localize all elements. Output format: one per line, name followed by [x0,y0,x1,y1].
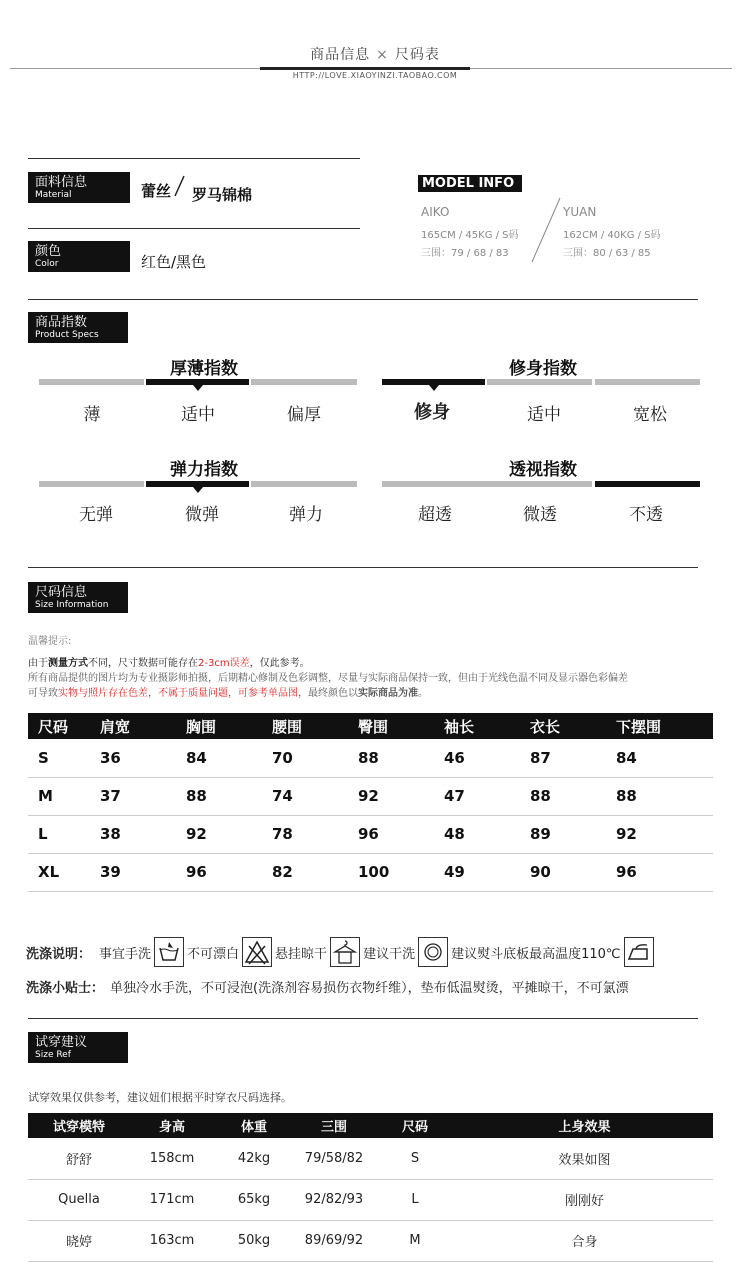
table-cell: 163cm [130,1220,214,1261]
col-header: 下摆围 [606,713,713,739]
table-cell: 42kg [214,1138,294,1179]
index-pointer [193,487,203,493]
wash-item-label: 事宜手洗 [99,946,152,962]
table-cell: 舒舒 [28,1138,130,1179]
table-cell: 46 [434,739,520,777]
header-url: HTTP://LOVE.XIAOYINZI.TAOBAO.COM [292,71,458,80]
index-option-selected: 微弹 [185,505,219,525]
hint-text: 不同，尺寸数据可能存在 [88,658,198,669]
col-header: 体重 [214,1113,294,1138]
hint-highlight: 可参考单品图 [238,688,298,699]
table-cell: 合身 [456,1220,713,1261]
table-cell: 158cm [130,1138,214,1179]
divider [28,299,698,300]
material-value-b: 罗马锦棉 [192,186,253,204]
index-segment [487,379,592,385]
wash-item-label: 悬挂晾干 [275,946,328,962]
index-option-selected: 修身 [414,402,450,423]
table-cell: L [374,1179,456,1220]
color-label [28,241,130,272]
hint-line-3 [28,684,428,699]
table-cell: M [28,777,90,815]
col-header: 身高 [130,1113,214,1138]
table-cell: S [28,739,90,777]
header-title-separator: × [376,47,389,63]
table-cell: Quella [28,1179,130,1220]
color-label-en: Color [35,259,59,269]
hint-text: ，最终颜色以 [298,688,358,699]
header-accent-bar [260,67,470,70]
index-option: 弹力 [289,505,323,525]
model-spec: 162CM / 40KG / S码 [563,230,661,241]
table-cell: 48 [434,815,520,853]
index-segment-selected [595,481,700,487]
index-option: 超透 [418,505,452,525]
specs-label-en: Product Specs [35,330,99,340]
col-header: 三围 [294,1113,374,1138]
table-cell: 效果如图 [456,1138,713,1179]
table-cell: 89 [520,815,606,853]
table-row [28,1138,713,1179]
hint-highlight: 2-3cm误差 [198,658,250,669]
index-segment [382,481,592,487]
col-header: 胸围 [176,713,262,739]
table-row [28,1220,713,1261]
model-divider-slash [528,196,564,264]
hint-title: 温馨提示: [28,636,72,647]
index-option-selected: 适中 [181,405,215,425]
size-ref-table [28,1113,713,1262]
table-row [28,815,713,853]
hint-text: ， [148,688,158,699]
table-cell: 50kg [214,1220,294,1261]
divider [28,228,360,229]
col-header: 尺码 [374,1113,456,1138]
table-cell: 74 [262,777,348,815]
model-bust: 三围：79 / 68 / 83 [421,248,509,259]
model-name: AIKO [421,205,450,219]
index-title: 透视指数 [509,460,577,480]
hang-dry-icon [330,937,360,967]
hint-line-2: 所有商品提供的图片均为专业摄影师拍摄，后期精心修制及色彩调整，尽量与实际商品保持一致，但由于光线色温不同及显示器色彩偏差 [28,673,628,684]
col-header: 腰围 [262,713,348,739]
index-title: 厚薄指数 [170,359,238,379]
table-row [28,777,713,815]
table-cell: 96 [606,853,713,891]
index-segment [39,481,144,487]
size-table [28,713,713,892]
hint-emphasis: 实际商品为准 [358,688,418,699]
table-cell: 36 [90,739,176,777]
model-spec: 165CM / 45KG / S码 [421,230,519,241]
table-cell: 96 [176,853,262,891]
iron-icon [624,937,654,967]
color-label-cn: 颜色 [35,244,62,259]
table-cell: 96 [348,815,434,853]
index-pointer [193,385,203,391]
wash-tips-label: 洗涤小贴士： [26,981,105,996]
table-cell: 87 [520,739,606,777]
table-cell: 88 [606,777,713,815]
table-cell: 89/69/92 [294,1220,374,1261]
hint-emphasis: 测量方式 [48,658,88,669]
model-bust: 三围：80 / 63 / 85 [563,248,651,259]
material-label [28,172,130,203]
col-header: 试穿模特 [28,1113,130,1138]
index-segment [251,481,357,487]
table-row [28,739,713,777]
table-cell: XL [28,853,90,891]
table-cell: 84 [176,739,262,777]
specs-label-cn: 商品指数 [35,315,88,330]
table-cell: M [374,1220,456,1261]
table-cell: 70 [262,739,348,777]
table-cell: 37 [90,777,176,815]
col-header: 尺码 [28,713,90,739]
specs-label [28,312,128,343]
material-label-cn: 面料信息 [35,175,88,190]
table-cell: L [28,815,90,853]
wash-tips-text: 单独冷水手洗，不可浸泡(洗涤剂容易损伤衣物纤维），垫布低温熨烫，平摊晾干，不可氯漂 [110,981,629,996]
table-cell: 晓婷 [28,1220,130,1261]
index-option: 微透 [523,505,557,525]
table-cell: 47 [434,777,520,815]
index-segment [39,379,144,385]
hint-highlight: 实物与照片存在色差 [58,688,148,699]
table-cell: 65kg [214,1179,294,1220]
table-cell: 49 [434,853,520,891]
material-label-en: Material [35,190,72,200]
index-segment [595,379,700,385]
divider [28,1018,698,1019]
hint-text: ，仅此参考。 [249,658,310,669]
header-title-right: 尺码表 [394,47,440,63]
size-ref-label [28,1032,128,1063]
table-cell: S [374,1138,456,1179]
table-cell: 82 [262,853,348,891]
table-cell: 92 [606,815,713,853]
wash-item-label: 建议干洗 [363,946,416,962]
hint-text: ， [228,688,238,699]
no-bleach-icon [242,937,272,967]
index-title: 修身指数 [509,359,577,379]
col-header: 上身效果 [456,1113,713,1138]
page-header-title [0,44,750,64]
size-info-label-en: Size Information [35,600,109,610]
hint-text: 由于 [28,658,48,669]
index-segment [251,379,357,385]
dry-clean-icon [418,937,448,967]
table-cell: 88 [348,739,434,777]
model-name: YUAN [563,205,597,219]
wash-instructions [26,937,657,967]
table-cell: 84 [606,739,713,777]
index-option: 薄 [83,405,101,425]
size-ref-label-cn: 试穿建议 [35,1035,88,1050]
divider [28,158,360,159]
hint-text: 。 [418,688,428,699]
slash-decoration [172,174,186,198]
hint-highlight: 不属于质量问题 [158,688,228,699]
header-title-left: 商品信息 [310,47,371,63]
table-cell: 88 [176,777,262,815]
index-pointer [429,385,439,391]
size-ref-label-en: Size Ref [35,1050,71,1060]
table-cell: 171cm [130,1179,214,1220]
table-cell: 92 [176,815,262,853]
table-cell: 刚刚好 [456,1179,713,1220]
table-cell: 88 [520,777,606,815]
wash-item-label: 不可漂白 [187,946,240,962]
table-row [28,1179,713,1220]
table-cell: 92 [348,777,434,815]
table-cell: 90 [520,853,606,891]
table-row [28,853,713,891]
wash-label: 洗涤说明： [26,946,92,962]
col-header: 衣长 [520,713,606,739]
size-ref-note: 试穿效果仅供参考，建议妞们根据平时穿衣尺码选择。 [28,1091,292,1104]
hint-text: 可导致 [28,688,58,699]
table-cell: 92/82/93 [294,1179,374,1220]
hand-wash-icon [154,937,184,967]
table-cell: 78 [262,815,348,853]
model-info-title: MODEL INFO [418,175,522,192]
index-option-selected: 不透 [629,505,663,525]
index-option: 偏厚 [287,405,321,425]
size-table-header [28,713,713,739]
table-cell: 79/58/82 [294,1138,374,1179]
size-info-label-cn: 尺码信息 [35,585,88,600]
index-option: 无弹 [79,505,113,525]
index-option: 宽松 [633,405,667,425]
table-cell: 39 [90,853,176,891]
index-title: 弹力指数 [170,460,238,480]
index-option: 适中 [527,405,561,425]
material-value-a: 蕾丝 [141,182,172,200]
wash-tips [26,977,629,996]
color-value: 红色/黑色 [141,253,207,271]
wash-item-label: 建议熨斗底板最高温度110℃ [451,946,621,962]
hint-line-1 [28,654,310,669]
col-header: 袖长 [434,713,520,739]
divider [28,567,698,568]
col-header: 臀围 [348,713,434,739]
table-cell: 100 [348,853,434,891]
size-ref-table-header [28,1113,713,1138]
size-info-label [28,582,128,613]
col-header: 肩宽 [90,713,176,739]
table-cell: 38 [90,815,176,853]
